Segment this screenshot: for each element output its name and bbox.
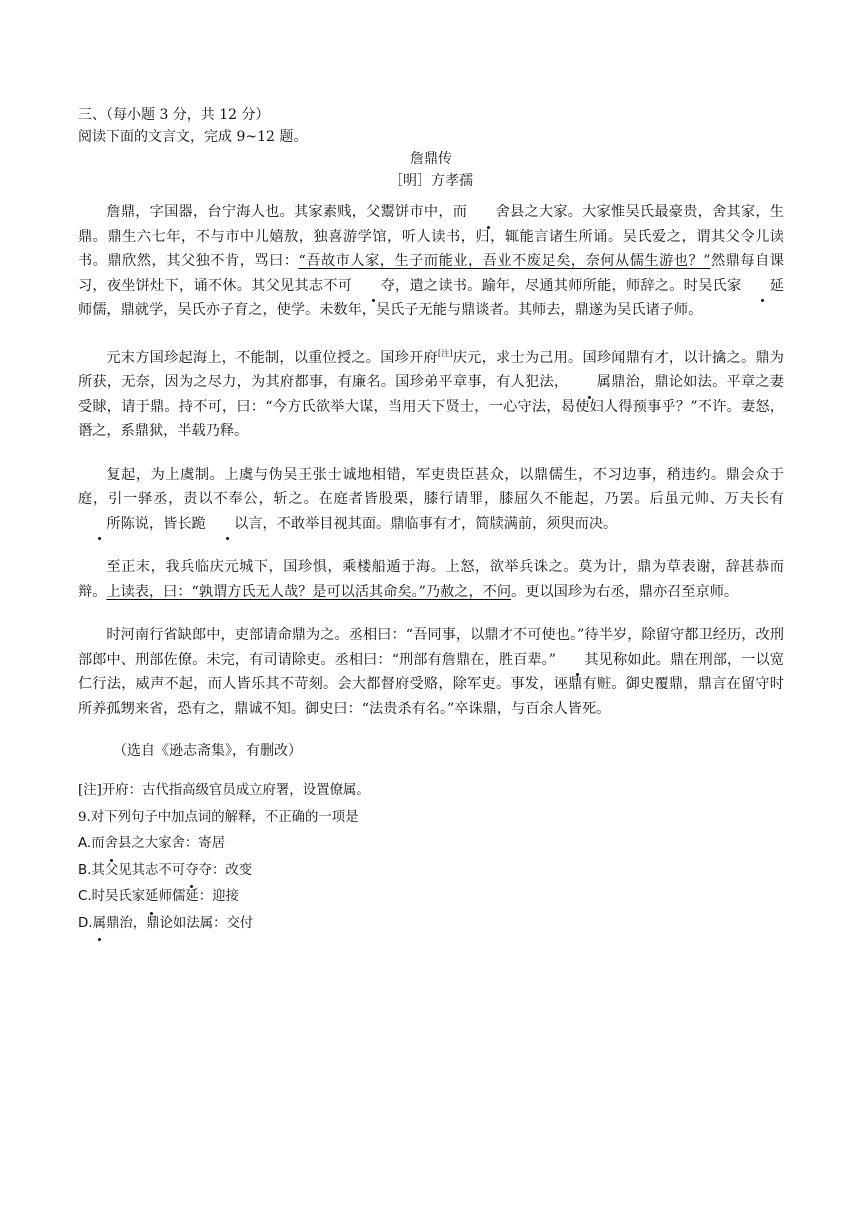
p2-text-d: 鼎治，鼎论如法。平章之妻受賕，请于鼎。持不可，曰：“今方氏欲举大谋，当用天下贤士，一心守法，曷使妇人得预事乎？”不许。妻怒，谮之，系鼎狱，半载乃释。 — [78, 374, 784, 439]
dotted-word: 所 — [78, 512, 121, 537]
p3-text-e: 言，不敢举目视其面。鼎临事有才，简牍满前，须臾而决。 — [248, 515, 618, 532]
paragraph-3 — [78, 463, 784, 537]
dotted-word: 以 — [206, 512, 249, 537]
option-text: 其父见其志不可 — [91, 862, 186, 878]
option-letter: A. — [78, 836, 92, 851]
dotted-word: 舍 — [467, 200, 510, 225]
passage-source: （选自《逊志斋集》，有删改） — [113, 743, 302, 759]
section-header: 三、（每小题 3 分，共 12 分） — [78, 107, 270, 123]
p4-text-a: 至正末，我兵临庆元城下，国珍惧，乘楼船遁于海。上怒，欲举兵诛之。莫为计，鼎为草表谢，辞甚恭而辩。 — [78, 559, 784, 600]
footnote: [注]开府：古代指高级官员成立府署，设置僚属。 — [78, 783, 370, 798]
question-stem: 9.对下列句子中加点词的解释，不正确的一项是 — [78, 809, 359, 825]
dotted-word: 属 — [568, 370, 611, 395]
dotted-word: 延 — [741, 274, 784, 299]
p5-text-a: 时河南行省缺郎中，吏部请命鼎为之。丞相曰：“吾同事，以鼎才不可使也。”待半岁，除留守都卫经历，改刑部郎中、刑部佐僚。未完，有司请除吏。丞相曰：“刑部有詹鼎在，胜百辈。” — [78, 627, 784, 668]
option-text: 鼎治，鼎论如法属：交付 — [105, 915, 254, 931]
p1-text-c: 县之大家。大家惟吴氏最豪贵，舍其家，生鼎。鼎生六七年，不与市中儿嬉敖，独喜游学馆，听人读书，归，辄能言诸生所诵。吴氏爱之，谓其父令儿读书。鼎欣然，其父独不肯，骂曰： — [78, 204, 784, 269]
instruction: 阅读下面的文言文，完成 9~12 题。 — [78, 129, 308, 145]
underlined-sentence: 上读表，曰：“孰谓方氏无人哉？是可以活其命矣。”乃赦之，不问 — [106, 583, 512, 600]
dotted-word: 夺 — [185, 858, 198, 885]
passage-author: ［明］方孝孺 — [389, 173, 473, 189]
dotted-word: 夺 — [352, 274, 395, 299]
option-a — [78, 831, 784, 858]
paragraph-4 — [78, 555, 784, 604]
p2-text-a: 元末方国珍起海上，不能制，以重位授之。国珍开府 — [106, 349, 438, 366]
p1-text-e: 然鼎每自课习，夜坐饼灶下，诵不休。其父见其志不可 — [78, 253, 784, 294]
option-text: 师儒延：迎接 — [158, 889, 239, 904]
p5-text-c: 见称如此。鼎在刑部，一以宽仁行法，威声不起，而人皆乐其不苛刻。会大都督府受赂，除军吏。事发，诬鼎有赃。御史覆鼎，鼎言在留守时所养孤甥来省，恐有之，鼎诚不知。御史曰：“法贵杀有名。”卒诛鼎，与百余人皆死。 — [78, 651, 784, 717]
p3-text-c: 陈说，皆长跪 — [120, 515, 206, 532]
note-marker: [注] — [437, 348, 453, 358]
option-text: 而 — [91, 836, 105, 851]
dotted-word: 属 — [93, 911, 106, 938]
passage-title: 詹鼎传 — [410, 151, 452, 167]
underlined-sentence: “吾故市人家，生子而能业，吾业不废足矣，奈何从儒生游也？” — [298, 253, 711, 269]
option-letter: D. — [78, 915, 93, 931]
dotted-word: 舍 — [105, 831, 118, 858]
p3-text-a: 复起，为上虞制。上虞与伪吴王张士诚地相错，军吏贵臣甚众，以鼎儒生，不习边事，稍违约。鼎会众于庭，引一驿丞，责以不奉公，斩之。在庭者皆股栗，膝行请罪，膝屈久不能起，乃罢。后虽元帅、万夫长有 — [78, 466, 784, 507]
exam-page — [78, 104, 784, 937]
p1-text-a: 詹鼎，字国器，台宁海人也。其家素贱，父鬻饼市中，而 — [106, 204, 468, 220]
paragraph-2 — [78, 342, 784, 444]
p1-text-g: ，遣之读书。踰年，尽通其师所能，师辞之。时吴氏家 — [394, 277, 742, 294]
paragraph-1 — [78, 200, 784, 323]
dotted-word: 其 — [556, 648, 599, 673]
option-letter: C. — [78, 889, 92, 904]
paragraph-5 — [78, 623, 784, 721]
dotted-word: 延 — [145, 884, 158, 911]
option-letter: B. — [78, 862, 92, 878]
option-text: 县之大家舍：寄居 — [117, 836, 226, 851]
option-b — [78, 858, 784, 885]
p4-text-c: 。更以国珍为右丞，鼎亦召至京师。 — [511, 583, 739, 600]
p2-text-b: 庆元，求士为己用。国珍闻鼎有才，以计擒之。鼎为所获，无奈，因为之尽力，为其府都事，有廉名。国珍弟平章事，有人犯法， — [78, 349, 784, 390]
option-text: 夺：改变 — [198, 862, 253, 878]
option-text: 时吴氏家 — [91, 889, 146, 904]
p1-text-i: 师儒，鼎就学，吴氏亦子育之，使学。未数年，吴氏子无能与鼎谈者。其师去，鼎遂为吴氏诸子师。 — [78, 302, 703, 318]
option-d — [78, 911, 784, 938]
option-c — [78, 884, 784, 911]
